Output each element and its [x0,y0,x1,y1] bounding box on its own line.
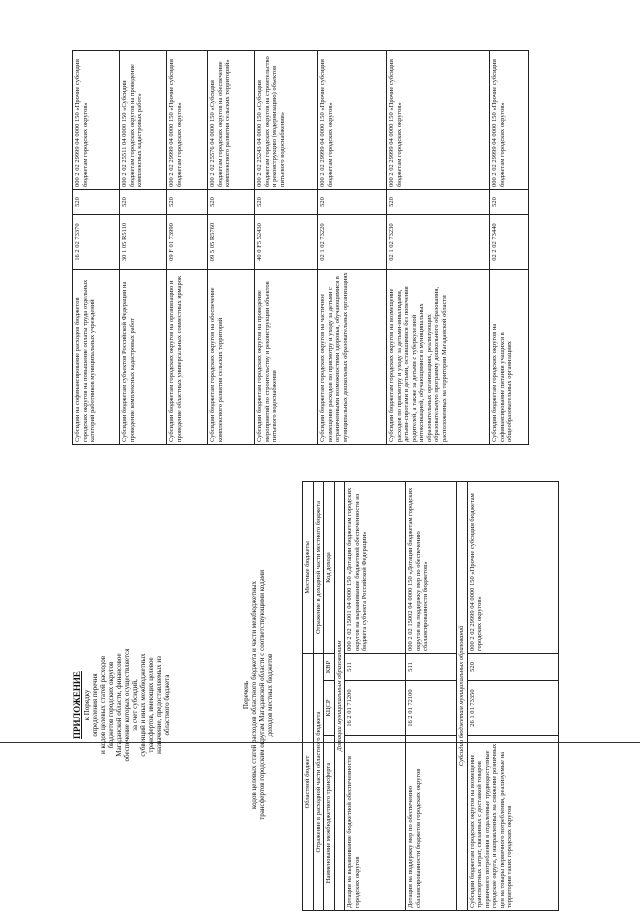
table-row [167,51,208,445]
cell-kvr: 520 [467,654,558,681]
cell-name: Субсидии бюджетам городских округов на обеспечение комплексного развития сельских территорий [208,270,255,445]
cell-kcsr: 02 2 02 73440 [490,215,529,270]
th-part-regional: Отражение в расходной части областного бюджета [313,654,324,911]
cell-kcsr: 02 1 02 73220 [318,215,387,270]
perechen-line: доходов местных бюджетов [266,653,274,737]
cell-kvr: 520 [208,190,255,215]
th-kcsr: КЦСР [324,681,335,736]
appendix-line: к Порядку [83,689,91,721]
th-regional: Областной бюджет [303,654,314,911]
cell-code: 000 2 02 25511 04 0000 150 «Субсидии бюджетам городских округов на проведение комплексных кадастровых работ» [120,51,167,190]
cell-kcsr: 40 0 F5 52430 [255,215,318,270]
cell-kvr: 520 [167,190,208,215]
cell-kcsr: 16 2 01 71200 [345,681,406,736]
table-row [387,51,490,445]
appendix-line: бюджетов городских округов [107,661,115,749]
cell-code: 000 2 02 29999 04 0000 150 «Прочие субсидии бюджетам городских округов» [318,51,387,190]
cell-kcsr: 26 1 01 73350 [467,681,558,736]
section-header: Субсидии бюджетам муниципальных образований [457,482,468,911]
cell-code: 000 2 02 25243 04 0000 150 «Субсидии бюджетам городских округов на строительство и реконструкцию (модернизацию) объектов питьевого водоснабжения» [255,51,318,190]
cell-name: Субсидии бюджетам субъектов Российской Федерации на проведение комплексных кадастровых работ [120,270,167,445]
appendix-line: областного бюджета [163,674,171,736]
cell-code: 000 2 02 29999 04 0000 150 «Прочие субсидии бюджетам городских округов» [73,51,120,190]
cell-name: Субсидии бюджетам городских округов на софинансирование питания учащихся в общеобразовательных организациях [490,270,529,445]
th-part-local: Отражение в доходной части местного бюджета [313,482,324,654]
cell-name: Субсидии на софинансирование расходов бюджетов городских округов на повышение оплаты труда отдельных категорий работников муниципальных учреждений [73,270,120,445]
table-row [255,51,318,445]
appendix-header [72,495,171,915]
cell-kvr: 520 [255,190,318,215]
cell-kvr: 520 [318,190,387,215]
table-row [208,51,255,445]
th-name: Наименование межбюджетного трансферта [324,736,335,911]
table-row [120,51,167,445]
cell-code: 000 2 02 25576 04 0000 150 «Субсидии бюджетам городских округов на обеспечение комплексного развития сельских территорий» [208,51,255,190]
cell-code: 000 2 02 29999 04 0000 150 «Прочие субсидии бюджетам городских округов» [387,51,490,190]
cell-name: Субсидии бюджетам городских округов на частичное возмещение расходов по присмотру и уходу за детьми с ограниченными возможностями здоровья, обучающимися в муниципальных дошкольных образовательных организациях [318,270,387,445]
th-local: Местные бюджеты [303,482,314,654]
cell-code: 000 2 02 15002 04 0000 150 «Дотации бюджетам городских округов на поддержку мер по обеспечению сбалансированности бюджетов» [406,482,457,654]
cell-kvr: 511 [345,654,406,681]
cell-kvr: 520 [120,190,167,215]
appendix-line: обеспечение которых осуществляется [123,648,131,762]
codes-table-part1 [302,481,559,911]
appendix-line: назначение, предоставляемых из [155,656,163,754]
perechen-title: Перечень [242,680,250,710]
cell-kcsr: 09 F 01 73990 [167,215,208,270]
appendix-title: ПРИЛОЖЕНИЕ [72,671,82,739]
appendix-line: Магаданской области, финансовое [115,653,123,757]
appendix-line: за счет субсидий, [131,679,139,731]
cell-code: 000 2 02 29999 04 0000 150 «Прочие субсидии бюджетам городских округов» [167,51,208,190]
perechen-line: трансфертов городским округам Магаданской области с соответствующими кодами [258,570,266,820]
cell-kvr: 511 [406,654,457,681]
table-row [318,51,387,445]
rotated-document-page [72,45,552,915]
table-row [406,482,457,911]
cell-code: 000 2 02 29999 04 0000 150 «Прочие субсидии бюджетам городских округов» [490,51,529,190]
cell-kcsr: 16 2 01 72100 [406,681,457,736]
cell-name: Субсидии бюджетам городских округов на организацию и проведение областных универсальных совместных ярмарок [167,270,208,445]
codes-table-part2 [72,50,529,445]
cell-kvr: 520 [73,190,120,215]
cell-kvr: 520 [387,190,490,215]
appendix-line: и кодов целевых статей расходов [99,655,107,755]
appendix-line: трансфертов, имеющих целевое [147,657,155,753]
perechen-line: кодов целевых статей расходов областного бюджета и части межбюджетных [250,581,258,809]
cell-kvr: 520 [490,190,529,215]
cell-name: Дотации на выравнивание бюджетной обеспеченности городских округов [345,736,406,911]
cell-name: Дотации на поддержку мер по обеспечению сбалансированности бюджетов городских округов [406,736,457,911]
cell-code: 000 2 02 29999 04 0000 150 «Прочие субсидии бюджетам городских округов» [467,482,558,654]
table-row [73,51,120,445]
cell-code: 000 2 02 15001 04 0000 150 «Дотации бюджетам городских округов на выравнивание бюджетной обеспеченности из бюджета субъекта Российской Федерации» [345,482,406,654]
cell-kcsr: 16 2 02 73370 [73,215,120,270]
th-code: Код дохода [324,482,335,654]
cell-kcsr: 30 1 05 R5110 [120,215,167,270]
section-header: Дотации муниципальным образованиям [334,482,345,911]
perechen-heading [242,475,274,915]
table-row [345,482,406,911]
appendix-line: субвенций и иных межбюджетных [139,653,147,757]
cell-name: Субсидии бюджетам городских округов на проведение мероприятий по строительству и реконструкции объектов питьевого водоснабжения [255,270,318,445]
cell-kcsr: 02 1 02 73230 [387,215,490,270]
appendix-line: определения перечня [91,673,99,737]
th-kvr: КВР [324,654,335,681]
cell-name: Субсидии бюджетам городских округов на возмещение транспортных затрат, связанных с доставкой товаров первичного потребления в отдаленные труднодоступные городские округа, и направленных на снижение розничных цен на товары первичного потребления, реализуемые на территории таких городских округов [467,736,558,911]
cell-name: Субсидии бюджетам городских округов на возмещение расходов по присмотру и уходу за детьми-инвалидами, детьми-сиротами и детьми, оставшимися без попечения родителей, а также за детьми с туберкулезной интоксикацией, обучающимися в муниципальных образовательных организациях, реализующих образовательную программу дошкольного образования, расположенных на территории Магаданской области [387,270,490,445]
table-row [467,482,558,911]
cell-kcsr: 09 5 05 R5760 [208,215,255,270]
table-row [490,51,529,445]
